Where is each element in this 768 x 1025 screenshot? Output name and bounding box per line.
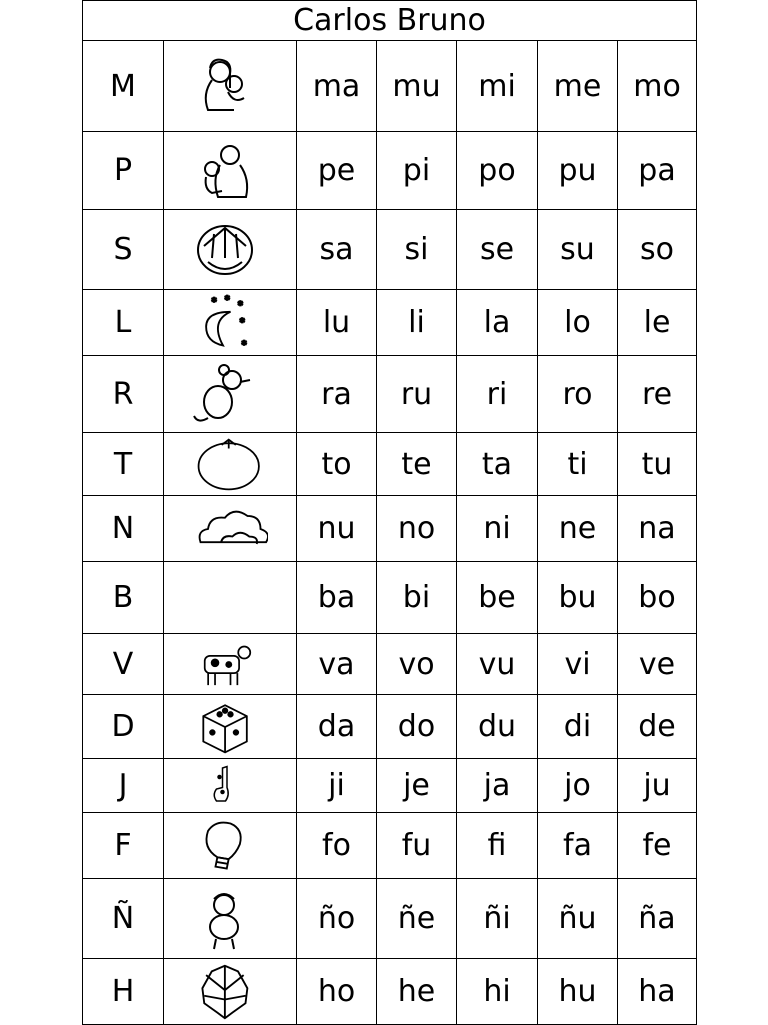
syllable-cell: ra — [297, 356, 377, 433]
syllable-cell: sa — [297, 210, 377, 290]
syllable-cell: to — [297, 433, 377, 496]
letter-cell: R — [83, 356, 164, 433]
syllable-cell: ñi — [457, 879, 538, 959]
syllable-cell: fu — [377, 813, 457, 879]
syllable-cell: ma — [297, 41, 377, 132]
page-title: Carlos Bruno — [83, 1, 697, 41]
letter-cell: D — [83, 695, 164, 759]
syllable-cell: ji — [297, 759, 377, 813]
picture-cell — [164, 496, 297, 562]
syllable-cell: jo — [538, 759, 618, 813]
svg-text:*: * — [239, 316, 245, 328]
syllable-cell: pu — [538, 132, 618, 210]
svg-text:*: * — [224, 293, 230, 305]
syllable-cell: fi — [457, 813, 538, 879]
table-row — [83, 879, 697, 959]
cow-icon — [196, 637, 265, 692]
picture-cell — [164, 433, 297, 496]
boy-icon — [190, 887, 270, 951]
syllable-cell: ñe — [377, 879, 457, 959]
letter-cell: F — [83, 813, 164, 879]
syllable-cell: nu — [297, 496, 377, 562]
syllable-cell: lo — [538, 290, 618, 356]
picture-cell — [164, 634, 297, 695]
syllable-cell: pa — [618, 132, 697, 210]
letter-cell: J — [83, 759, 164, 813]
syllable-cell: de — [618, 695, 697, 759]
syllable-cell: mu — [377, 41, 457, 132]
picture-cell — [164, 132, 297, 210]
table-row — [83, 356, 697, 433]
picture-cell — [164, 210, 297, 290]
syllable-cell: su — [538, 210, 618, 290]
syllable-cell: be — [457, 562, 538, 634]
syllable-cell: me — [538, 41, 618, 132]
syllable-cell: ru — [377, 356, 457, 433]
syllable-cell: le — [618, 290, 697, 356]
letter-cell: B — [83, 562, 164, 634]
table-row — [83, 759, 697, 813]
letter-cell: L — [83, 290, 164, 356]
table-row — [83, 813, 697, 879]
mother-baby-icon — [190, 54, 270, 118]
syllable-cell: si — [377, 210, 457, 290]
syllable-cell: hu — [538, 959, 618, 1025]
syllable-cell: hi — [457, 959, 538, 1025]
syllable-cell: la — [457, 290, 538, 356]
syllable-cell: ju — [618, 759, 697, 813]
syllable-cell: ni — [457, 496, 538, 562]
syllable-cell: ño — [297, 879, 377, 959]
mouse-icon — [190, 362, 270, 426]
table-row — [83, 695, 697, 759]
syllable-cell: li — [377, 290, 457, 356]
svg-text:*: * — [211, 295, 216, 307]
syllable-cell: ñu — [538, 879, 618, 959]
table-row — [83, 210, 697, 290]
letter-cell: S — [83, 210, 164, 290]
syllable-cell: ti — [538, 433, 618, 496]
syllable-cell: ha — [618, 959, 697, 1025]
table-row — [83, 496, 697, 562]
giraffe-icon — [200, 762, 260, 810]
syllable-cell: pe — [297, 132, 377, 210]
syllable-table — [82, 0, 697, 1025]
syllable-cell: mo — [618, 41, 697, 132]
syllable-cell: di — [538, 695, 618, 759]
syllable-cell: fa — [538, 813, 618, 879]
picture-cell — [164, 759, 297, 813]
cloud-icon — [193, 499, 268, 559]
tomato-icon — [195, 436, 266, 493]
syllable-cell: fe — [618, 813, 697, 879]
father-child-icon — [190, 139, 270, 203]
syllable-cell: bi — [377, 562, 457, 634]
syllable-cell: vo — [377, 634, 457, 695]
syllable-cell: ña — [618, 879, 697, 959]
syllable-cell: tu — [618, 433, 697, 496]
leaf-icon — [193, 962, 268, 1022]
letter-cell: Ñ — [83, 879, 164, 959]
moon-stars-icon — [193, 293, 268, 353]
picture-cell — [164, 562, 297, 634]
letter-cell: N — [83, 496, 164, 562]
syllable-cell: pi — [377, 132, 457, 210]
letter-cell: T — [83, 433, 164, 496]
syllable-cell: ne — [538, 496, 618, 562]
syllable-cell: do — [377, 695, 457, 759]
syllable-cell: na — [618, 496, 697, 562]
syllable-cell: fo — [297, 813, 377, 879]
svg-text:*: * — [241, 338, 246, 350]
lightbulb-icon — [193, 816, 268, 876]
picture-cell — [164, 356, 297, 433]
table-row — [83, 290, 697, 356]
watermelon-icon — [190, 218, 270, 282]
syllable-cell: da — [297, 695, 377, 759]
picture-cell — [164, 813, 297, 879]
syllable-cell: re — [618, 356, 697, 433]
table-row — [83, 132, 697, 210]
syllable-cell: ja — [457, 759, 538, 813]
syllable-cell: du — [457, 695, 538, 759]
table-row — [83, 41, 697, 132]
syllable-cell: ro — [538, 356, 618, 433]
syllable-cell: vi — [538, 634, 618, 695]
syllable-cell: vu — [457, 634, 538, 695]
letter-cell: V — [83, 634, 164, 695]
syllable-cell: ve — [618, 634, 697, 695]
syllable-cell: so — [618, 210, 697, 290]
table-row — [83, 562, 697, 634]
syllable-cell: ho — [297, 959, 377, 1025]
syllable-cell: je — [377, 759, 457, 813]
syllable-cell: ri — [457, 356, 538, 433]
syllable-cell: se — [457, 210, 538, 290]
svg-text:*: * — [237, 299, 243, 311]
table-row — [83, 433, 697, 496]
picture-cell — [164, 879, 297, 959]
syllable-cell: po — [457, 132, 538, 210]
letter-cell: M — [83, 41, 164, 132]
syllable-cell: ba — [297, 562, 377, 634]
picture-cell — [164, 41, 297, 132]
letter-cell: H — [83, 959, 164, 1025]
syllable-cell: he — [377, 959, 457, 1025]
syllable-cell: bo — [618, 562, 697, 634]
syllable-cell: va — [297, 634, 377, 695]
syllable-cell: mi — [457, 41, 538, 132]
syllable-cell: te — [377, 433, 457, 496]
syllable-cell: bu — [538, 562, 618, 634]
table-row — [83, 959, 697, 1025]
syllable-cell: no — [377, 496, 457, 562]
dice-icon — [194, 698, 267, 756]
table-row — [83, 634, 697, 695]
picture-cell — [164, 959, 297, 1025]
letter-cell: P — [83, 132, 164, 210]
syllable-cell: lu — [297, 290, 377, 356]
picture-cell — [164, 290, 297, 356]
picture-cell — [164, 695, 297, 759]
syllable-cell: ta — [457, 433, 538, 496]
